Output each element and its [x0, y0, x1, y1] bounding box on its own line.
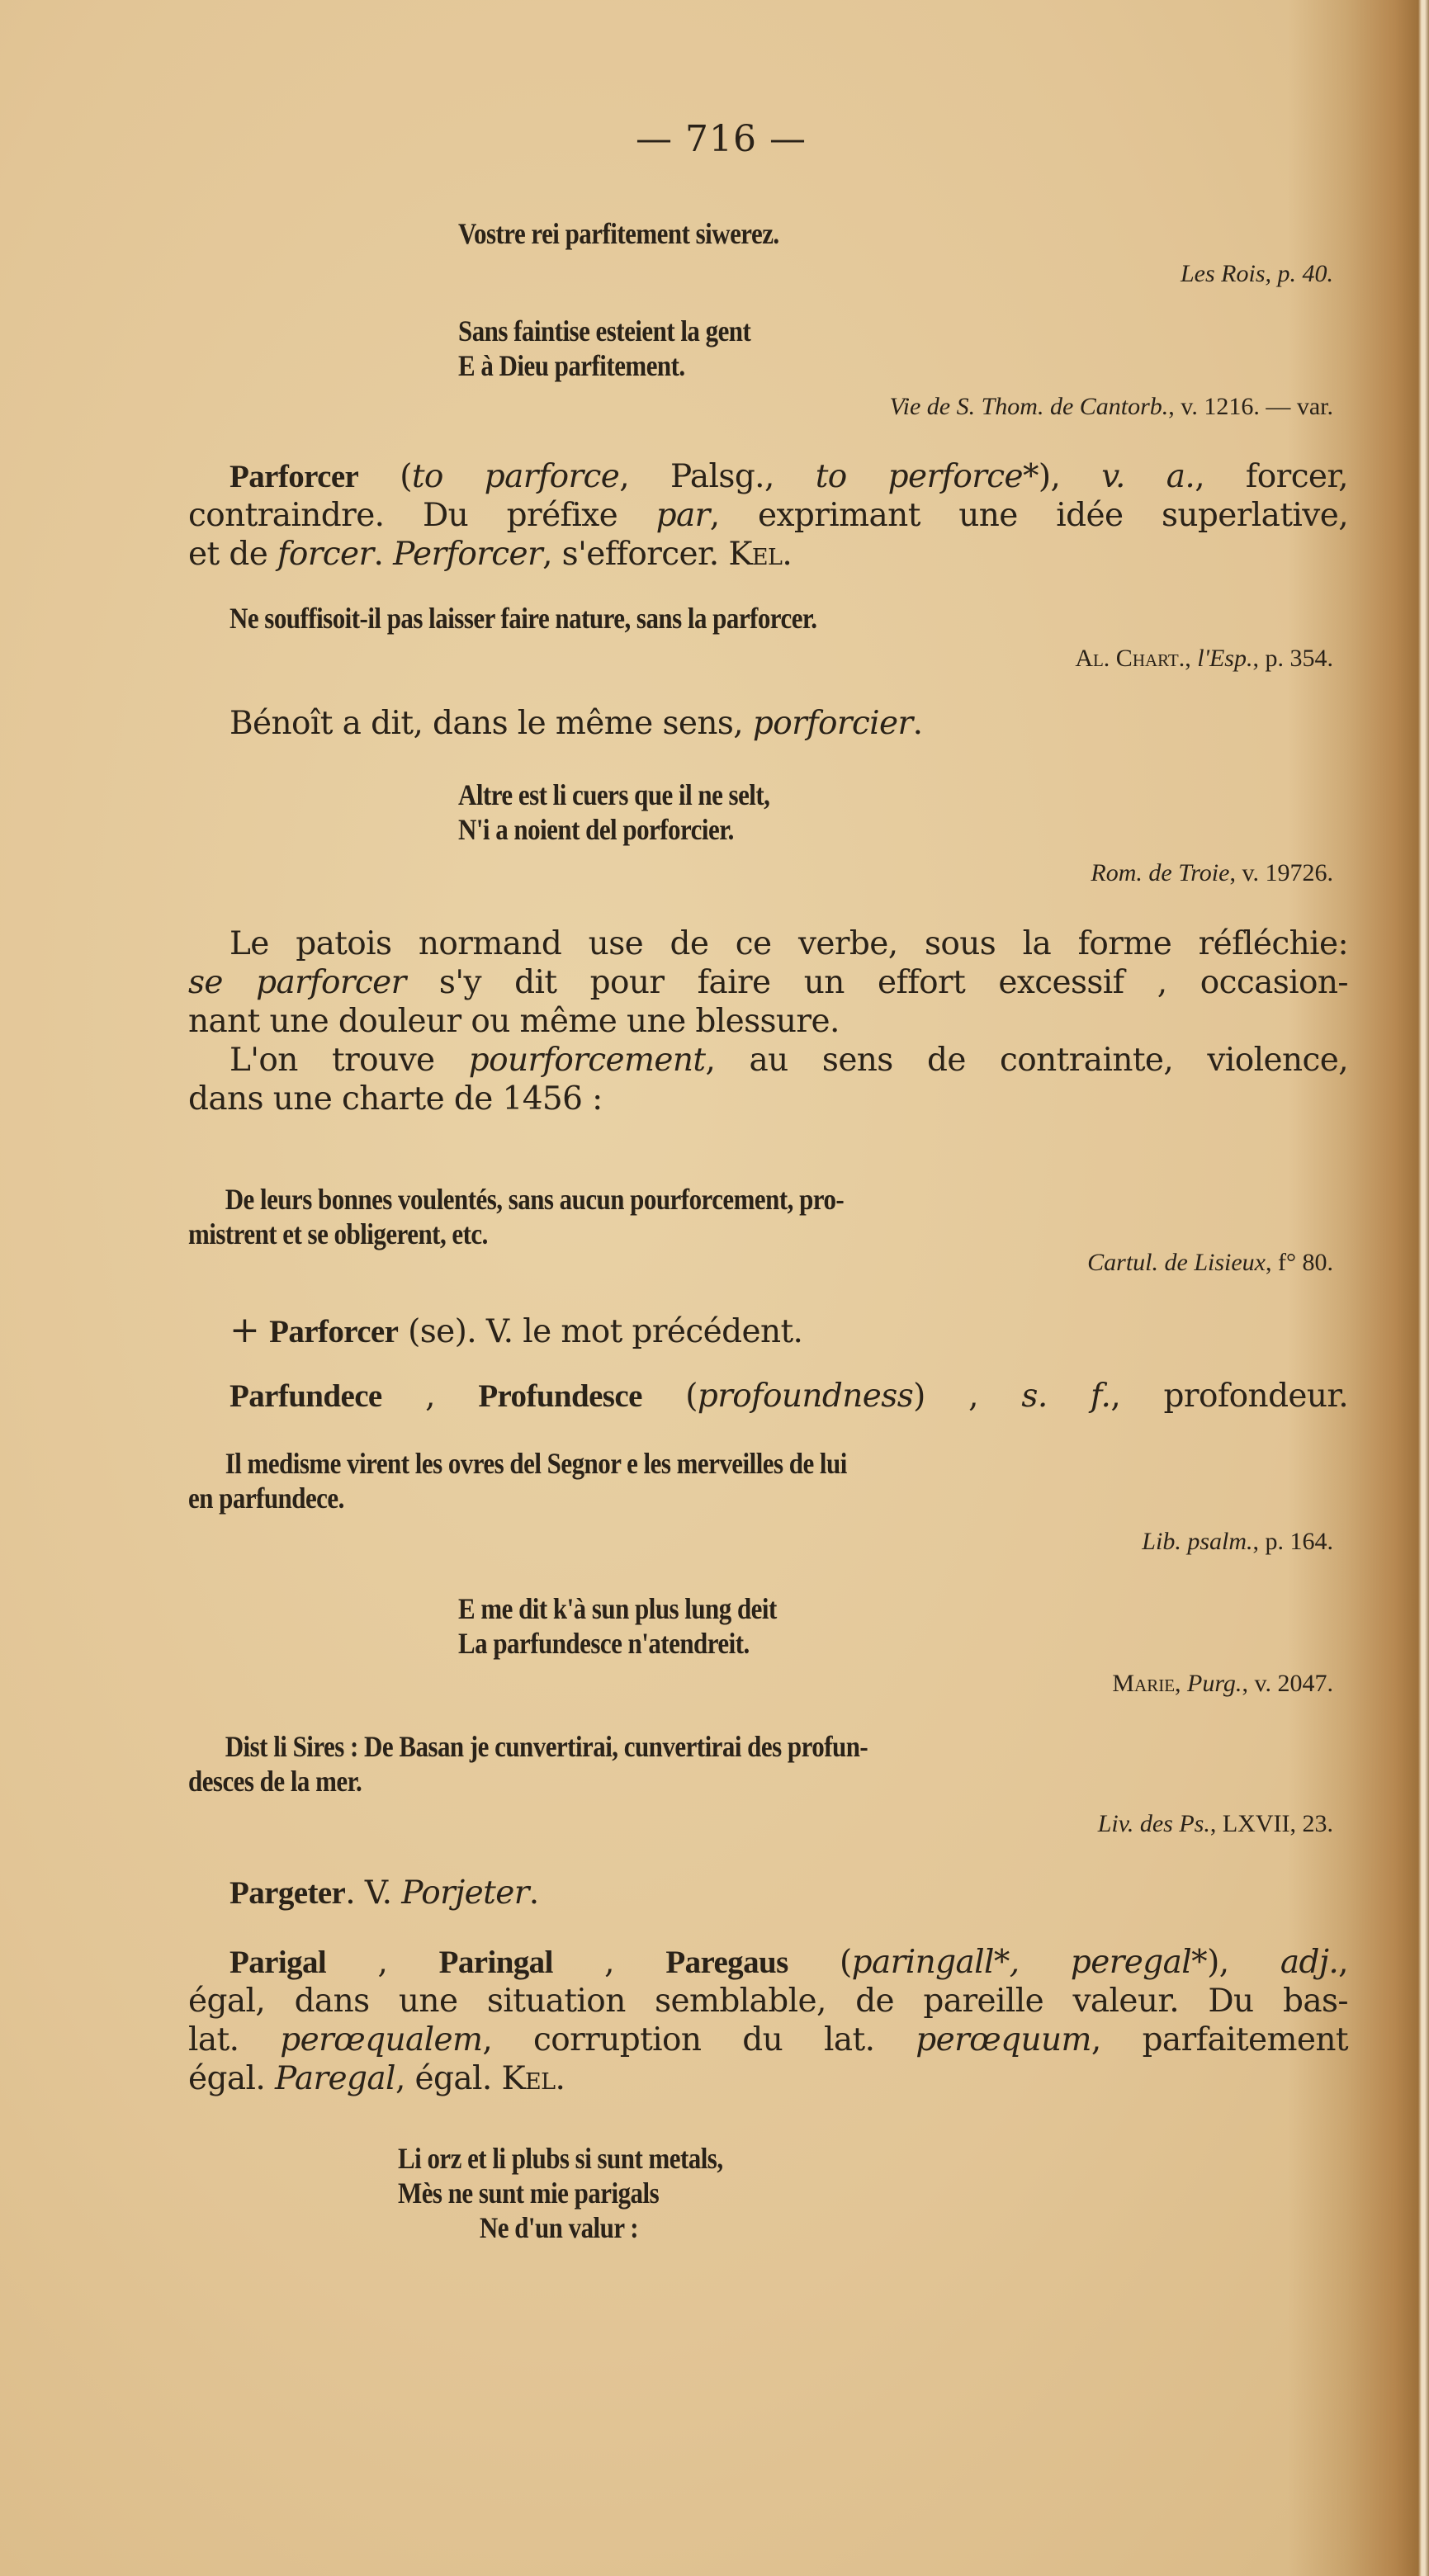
citation-al-chart: [1075, 644, 1333, 674]
quote-line: Altre est li cuers que il ne selt,: [458, 778, 770, 811]
text: et de: [188, 536, 277, 573]
quote-line: desces de la mer.: [188, 1765, 362, 1798]
grammar: s. f.: [1021, 1378, 1111, 1415]
cite-title: Vie de S. Thom. de Cantorb.: [889, 393, 1169, 420]
entry-line: égal, dans une situation semblable, de pareille valeur. Du bas-: [188, 1983, 1348, 2020]
citation-lib-psalm: [1142, 1527, 1333, 1557]
cite-title: Lib. psalm.: [1142, 1528, 1253, 1555]
text: Bénoît a dit, dans le même sens,: [229, 705, 753, 742]
cite-ref: , v. 19726.: [1229, 859, 1333, 886]
text: ) ,: [913, 1378, 1022, 1415]
grammar: adj.: [1280, 1944, 1339, 1981]
text: , égal.: [395, 2060, 502, 2097]
text: (: [400, 458, 412, 495]
text: .: [528, 1874, 539, 1912]
entry-line: [188, 2021, 1348, 2059]
etymon: to parforce: [411, 458, 620, 495]
source-abbrev: Kel.: [728, 536, 793, 573]
cross-reference-link: Porjeter: [401, 1874, 529, 1912]
text: L'on trouve: [229, 1042, 469, 1079]
text: .: [912, 705, 923, 742]
cite-title: Rom. de Troie: [1091, 859, 1230, 886]
headword: Parigal: [229, 1945, 327, 1980]
text-line: [188, 963, 1348, 1002]
entry-parfundece: [229, 1377, 1348, 1416]
grammar: v. a.: [1101, 458, 1195, 495]
paragraph-benoit: [229, 704, 922, 743]
text: ,: [1175, 1670, 1188, 1697]
quote-al-chart: [229, 601, 817, 636]
text: s'y dit pour faire un effort excessif , occasion-: [405, 964, 1349, 1001]
entry-line: [229, 457, 1348, 496]
quote-cartul-lisieux: [188, 1182, 1338, 1251]
quote-line: en parfundece.: [188, 1482, 344, 1515]
citation-marie-purg: [1112, 1669, 1333, 1699]
entry-parigal-cont: [188, 1982, 1348, 2098]
quote-line: N'i a noient del porforcier.: [458, 813, 734, 846]
text: ,: [552, 1944, 666, 1981]
quote-line: Ne souffisoit-il pas laisser faire nature, sans la parforcer.: [229, 602, 817, 635]
text: , parfaitement: [1091, 2021, 1348, 2058]
etymon: to perforce*: [815, 458, 1039, 495]
page-number: — 716 —: [636, 118, 807, 160]
citation-les-rois: Les Rois, p. 40.: [1180, 260, 1333, 287]
text-line: [188, 1041, 1348, 1080]
entry-pargeter: [229, 1874, 539, 1912]
text-italic: perœquum: [916, 2021, 1091, 2058]
quote-line: De leurs bonnes voulentés, sans aucun pourforcement, pro-: [225, 1183, 845, 1216]
quote-line: Il medisme virent les ovres del Segnor e les merveilles de lui: [225, 1447, 847, 1480]
entry-parforcer: [229, 457, 1348, 496]
text: (: [788, 1944, 852, 1981]
entry-parforcer-se: [229, 1311, 802, 1351]
entry-line: [229, 1943, 1348, 1982]
quote-parigals: [398, 2141, 723, 2245]
cite-ref: , f° 80.: [1266, 1249, 1333, 1276]
text-italic: pourforcement: [468, 1042, 706, 1079]
cite-author: Al. Chart.: [1075, 645, 1185, 672]
headword: Paregaus: [665, 1945, 788, 1980]
text: , au sens de contrainte, violence,: [705, 1042, 1348, 1079]
cite-author: Marie: [1112, 1670, 1176, 1697]
text-line: dans une charte de 1456 :: [188, 1080, 603, 1118]
headword: Pargeter: [229, 1875, 346, 1911]
cite-ref: , p. 164.: [1252, 1528, 1333, 1555]
quote-line: E à Dieu parfitement.: [458, 349, 685, 382]
text: contraindre. Du préfixe: [188, 497, 656, 534]
text: égal.: [188, 2060, 275, 2097]
quote-line: Mès ne sunt mie parigals: [398, 2177, 660, 2210]
quote-line: Dist li Sires : De Basan je cunvertirai, cunvertirai des profun-: [225, 1730, 868, 1763]
headword: Parforcer: [229, 459, 359, 494]
text: ,: [1185, 645, 1198, 672]
text-italic: forcer: [277, 536, 374, 573]
cross-mark-icon: +: [229, 1309, 260, 1351]
headword: Parforcer: [269, 1314, 399, 1349]
quote-liv-des-ps: [188, 1729, 1338, 1798]
etymon: profoundness: [697, 1378, 914, 1415]
quote-line: mistrent et se obligerent, etc.: [188, 1217, 488, 1250]
cite-ref: , v. 1216. — var.: [1168, 393, 1333, 420]
quote-marie-purg: [458, 1591, 777, 1661]
text: ),: [1038, 458, 1102, 495]
text: , s'efforcer.: [542, 536, 729, 573]
text: ,: [326, 1944, 439, 1981]
text-italic: Perforcer: [393, 536, 543, 573]
text: .: [373, 536, 394, 573]
text-italic: se parforcer: [188, 964, 406, 1001]
text: , Palsg.,: [619, 458, 816, 495]
quote-line: La parfundesce n'atendreit.: [458, 1627, 750, 1660]
entry-parforcer-cont: [188, 496, 1348, 574]
citation-liv-des-ps: [1098, 1809, 1333, 1839]
entry-line: [188, 535, 1348, 574]
headword: Profundesce: [478, 1378, 642, 1414]
text: . V.: [345, 1874, 402, 1912]
headword: Parfundece: [229, 1378, 382, 1414]
paragraph-patois: [188, 924, 1348, 1118]
quote-lib-psalm: [188, 1446, 1338, 1515]
cite-title: Liv. des Ps.: [1097, 1810, 1210, 1837]
cite-title: l'Esp.: [1197, 645, 1253, 672]
quote-line: E me dit k'à sun plus lung deit: [458, 1592, 777, 1625]
etymon: paringall*, peregal*: [851, 1944, 1208, 1981]
entry-line: [229, 1377, 1348, 1416]
text: (se). V. le mot précédent.: [398, 1313, 803, 1350]
text-italic: porforcier: [752, 705, 913, 742]
quote-rom-de-troie: [458, 778, 769, 847]
cite-ref: , v. 2047.: [1242, 1670, 1333, 1697]
entry-line: [188, 496, 1348, 535]
quote-les-rois: [458, 216, 779, 251]
text: , forcer,: [1195, 458, 1348, 495]
text: ),: [1207, 1944, 1280, 1981]
text-italic: par: [655, 497, 710, 534]
text-line: nant une douleur ou même une blessure.: [188, 1003, 840, 1040]
quote-vie-de-s-thom: [458, 314, 750, 383]
text: , corruption du lat.: [482, 2021, 916, 2058]
text-italic: perœqualem: [280, 2021, 483, 2058]
cite-ref: , LXVII, 23.: [1209, 1810, 1333, 1837]
cite-ref: , p. 354.: [1252, 645, 1333, 672]
cite-title: Purg.: [1187, 1670, 1242, 1697]
text: (: [641, 1378, 698, 1415]
quote-line: Ne d'un valur :: [479, 2211, 639, 2244]
text: , profondeur.: [1110, 1378, 1348, 1415]
headword: Paringal: [438, 1945, 553, 1980]
citation-cartul-lisieux: [1087, 1248, 1333, 1278]
citation-rom-de-troie: [1091, 858, 1333, 888]
text: , exprimant une idée superlative,: [709, 497, 1348, 534]
quote-line: Vostre rei parfitement siwerez.: [458, 217, 779, 250]
cite-title: Cartul. de Lisieux: [1087, 1249, 1266, 1276]
text: lat.: [188, 2021, 281, 2058]
citation-vie-de-s-thom: [890, 392, 1333, 422]
entry-parigal: [229, 1943, 1348, 1982]
entry-line: [188, 2059, 1348, 2098]
quote-line: Li orz et li plubs si sunt metals,: [398, 2142, 723, 2175]
source-abbrev: Kel.: [501, 2060, 565, 2097]
text: ,: [1338, 1944, 1348, 1981]
text-italic: Paregal: [274, 2060, 395, 2097]
quote-line: Sans faintise esteient la gent: [458, 314, 751, 347]
text: ,: [381, 1378, 479, 1415]
text-line: Le patois normand use de ce verbe, sous la forme réfléchie:: [229, 925, 1348, 962]
